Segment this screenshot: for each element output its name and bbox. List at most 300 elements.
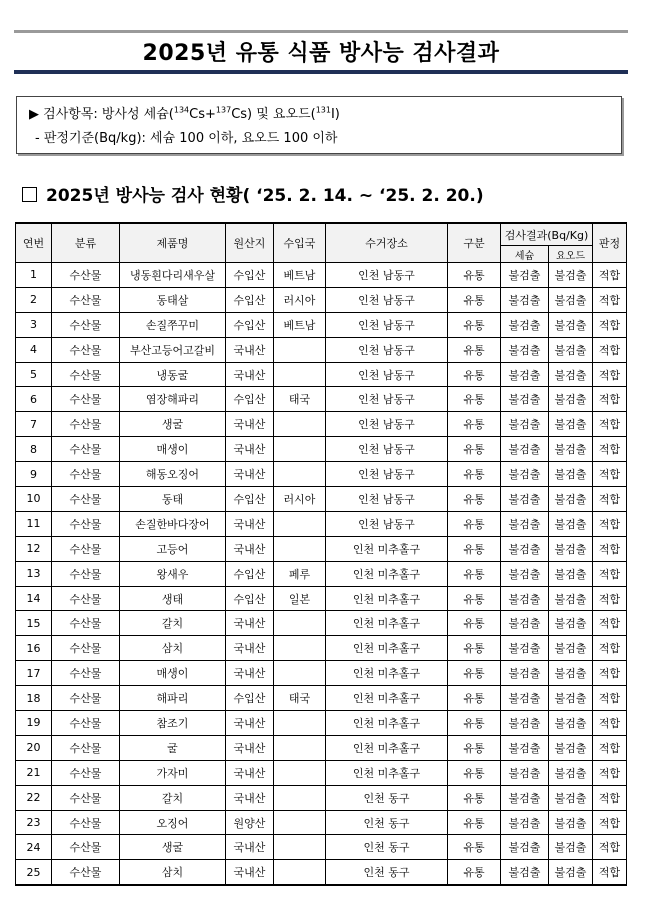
- table-row: [16, 511, 627, 536]
- cell-product: 매생이: [120, 437, 226, 462]
- cell-collection-place: 인천 미추홀구: [326, 611, 448, 636]
- cell-product: 염장해파리: [120, 387, 226, 412]
- cell-collection-place: 인천 미추홀구: [326, 686, 448, 711]
- table-row: [16, 711, 627, 736]
- cell-collection-place: 인천 동구: [326, 785, 448, 810]
- cell-judgment: 적합: [593, 636, 627, 661]
- cell-iodine: 불검출: [549, 686, 593, 711]
- header-collection-place: 수거장소: [326, 223, 448, 263]
- cell-import-country: [274, 636, 326, 661]
- cell-product: 해동오징어: [120, 462, 226, 487]
- cell-product: 왕새우: [120, 561, 226, 586]
- cell-judgment: 적합: [593, 263, 627, 288]
- cell-type: 유통: [448, 810, 501, 835]
- cell-product: 오징어: [120, 810, 226, 835]
- cell-product: 삼치: [120, 860, 226, 885]
- table-row: [16, 312, 627, 337]
- cs134-mass: 134: [173, 105, 190, 115]
- cell-judgment: 적합: [593, 362, 627, 387]
- table-row: [16, 536, 627, 561]
- cell-judgment: 적합: [593, 661, 627, 686]
- cell-import-country: [274, 511, 326, 536]
- cell-type: 유통: [448, 561, 501, 586]
- cell-category: 수산물: [52, 287, 120, 312]
- cell-no: 2: [16, 287, 52, 312]
- cell-cesium: 불검출: [501, 586, 549, 611]
- cell-iodine: 불검출: [549, 586, 593, 611]
- cell-iodine: 불검출: [549, 263, 593, 288]
- cell-import-country: [274, 810, 326, 835]
- cell-no: 12: [16, 536, 52, 561]
- cell-origin: 국내산: [226, 337, 274, 362]
- cell-iodine: 불검출: [549, 362, 593, 387]
- cell-product: 갈치: [120, 785, 226, 810]
- cell-no: 15: [16, 611, 52, 636]
- header-judgment: 판정: [593, 223, 627, 263]
- cell-category: 수산물: [52, 412, 120, 437]
- cell-cesium: 불검출: [501, 636, 549, 661]
- cell-iodine: 불검출: [549, 536, 593, 561]
- cell-product: 냉동흰다리새우살: [120, 263, 226, 288]
- cell-product: 손질쭈꾸미: [120, 312, 226, 337]
- cell-iodine: 불검출: [549, 387, 593, 412]
- cell-type: 유통: [448, 611, 501, 636]
- cell-collection-place: 인천 남동구: [326, 287, 448, 312]
- cell-cesium: 불검출: [501, 735, 549, 760]
- cell-origin: 국내산: [226, 735, 274, 760]
- cell-no: 21: [16, 760, 52, 785]
- cell-cesium: 불검출: [501, 511, 549, 536]
- cell-no: 7: [16, 412, 52, 437]
- cell-cesium: 불검출: [501, 287, 549, 312]
- cell-cesium: 불검출: [501, 387, 549, 412]
- cell-cesium: 불검출: [501, 462, 549, 487]
- cell-iodine: 불검출: [549, 462, 593, 487]
- header-type: 구분: [448, 223, 501, 263]
- cell-judgment: 적합: [593, 437, 627, 462]
- cell-collection-place: 인천 미추홀구: [326, 760, 448, 785]
- cell-import-country: 베트남: [274, 312, 326, 337]
- cell-import-country: [274, 362, 326, 387]
- cell-origin: 수입산: [226, 287, 274, 312]
- cell-product: 매생이: [120, 661, 226, 686]
- cell-origin: 국내산: [226, 661, 274, 686]
- cell-iodine: 불검출: [549, 511, 593, 536]
- cell-collection-place: 인천 미추홀구: [326, 536, 448, 561]
- cell-category: 수산물: [52, 263, 120, 288]
- cell-import-country: 러시아: [274, 287, 326, 312]
- cell-type: 유통: [448, 636, 501, 661]
- cell-cesium: 불검출: [501, 412, 549, 437]
- table-row: [16, 785, 627, 810]
- cell-no: 22: [16, 785, 52, 810]
- cell-judgment: 적합: [593, 536, 627, 561]
- cell-cesium: 불검출: [501, 661, 549, 686]
- header-import-country: 수입국: [274, 223, 326, 263]
- criteria-box: [16, 96, 622, 154]
- cell-cesium: 불검출: [501, 835, 549, 860]
- cell-iodine: 불검출: [549, 810, 593, 835]
- cell-collection-place: 인천 미추홀구: [326, 636, 448, 661]
- cell-origin: 국내산: [226, 835, 274, 860]
- cell-judgment: 적합: [593, 487, 627, 512]
- cell-no: 4: [16, 337, 52, 362]
- results-body: [16, 263, 627, 886]
- table-row: [16, 337, 627, 362]
- cell-cesium: 불검출: [501, 437, 549, 462]
- cell-no: 6: [16, 387, 52, 412]
- table-row: [16, 835, 627, 860]
- test-items-prefix: ▶ 검사항목: 방사성 세슘(: [29, 107, 174, 122]
- cell-category: 수산물: [52, 536, 120, 561]
- cell-import-country: [274, 835, 326, 860]
- cell-category: 수산물: [52, 511, 120, 536]
- cell-category: 수산물: [52, 487, 120, 512]
- cell-product: 동태살: [120, 287, 226, 312]
- title-bar: [14, 30, 628, 74]
- table-row: [16, 860, 627, 885]
- cell-cesium: 불검출: [501, 760, 549, 785]
- cell-collection-place: 인천 동구: [326, 860, 448, 885]
- header-origin: 원산지: [226, 223, 274, 263]
- cell-iodine: 불검출: [549, 661, 593, 686]
- cell-iodine: 불검출: [549, 636, 593, 661]
- cell-product: 생태: [120, 586, 226, 611]
- cell-collection-place: 인천 남동구: [326, 312, 448, 337]
- cell-import-country: [274, 536, 326, 561]
- i131-mass: 131: [315, 105, 331, 115]
- cell-iodine: 불검출: [549, 711, 593, 736]
- table-row: [16, 487, 627, 512]
- cell-origin: 국내산: [226, 711, 274, 736]
- cell-origin: 수입산: [226, 387, 274, 412]
- cell-judgment: 적합: [593, 760, 627, 785]
- cell-type: 유통: [448, 511, 501, 536]
- test-items-line: [29, 103, 340, 122]
- cell-import-country: [274, 437, 326, 462]
- cell-judgment: 적합: [593, 312, 627, 337]
- cell-category: 수산물: [52, 810, 120, 835]
- page-title: 2025년 유통 식품 방사능 검사결과: [142, 41, 500, 66]
- cell-no: 14: [16, 586, 52, 611]
- cell-no: 13: [16, 561, 52, 586]
- cell-import-country: [274, 735, 326, 760]
- cell-judgment: 적합: [593, 611, 627, 636]
- section-heading: [22, 181, 484, 206]
- cell-no: 24: [16, 835, 52, 860]
- cell-collection-place: 인천 남동구: [326, 263, 448, 288]
- cell-collection-place: 인천 미추홀구: [326, 661, 448, 686]
- cell-product: 고등어: [120, 536, 226, 561]
- cell-iodine: 불검출: [549, 337, 593, 362]
- cell-type: 유통: [448, 362, 501, 387]
- cell-product: 생굴: [120, 412, 226, 437]
- table-row: [16, 462, 627, 487]
- cell-origin: 원양산: [226, 810, 274, 835]
- cell-iodine: 불검출: [549, 412, 593, 437]
- cell-category: 수산물: [52, 686, 120, 711]
- cell-category: 수산물: [52, 711, 120, 736]
- i131-symbol: I): [330, 107, 340, 122]
- cell-type: 유통: [448, 711, 501, 736]
- cell-judgment: 적합: [593, 835, 627, 860]
- table-row: [16, 263, 627, 288]
- cell-no: 19: [16, 711, 52, 736]
- cell-type: 유통: [448, 785, 501, 810]
- cell-cesium: 불검출: [501, 337, 549, 362]
- cell-category: 수산물: [52, 337, 120, 362]
- cell-iodine: 불검출: [549, 785, 593, 810]
- cell-category: 수산물: [52, 835, 120, 860]
- cell-type: 유통: [448, 287, 501, 312]
- cell-judgment: 적합: [593, 711, 627, 736]
- cell-product: 동태: [120, 487, 226, 512]
- cell-judgment: 적합: [593, 287, 627, 312]
- title-top-rule: [14, 30, 628, 33]
- cell-import-country: [274, 760, 326, 785]
- cell-judgment: 적합: [593, 860, 627, 885]
- cell-collection-place: 인천 남동구: [326, 462, 448, 487]
- cell-origin: 국내산: [226, 511, 274, 536]
- table-row: [16, 611, 627, 636]
- cell-cesium: 불검출: [501, 487, 549, 512]
- cell-type: 유통: [448, 586, 501, 611]
- cell-no: 11: [16, 511, 52, 536]
- header-result: 검사결과(Bq/Kg): [501, 223, 593, 246]
- cell-cesium: 불검출: [501, 611, 549, 636]
- cell-category: 수산물: [52, 561, 120, 586]
- cell-no: 20: [16, 735, 52, 760]
- cell-judgment: 적합: [593, 810, 627, 835]
- cell-iodine: 불검출: [549, 735, 593, 760]
- cell-category: 수산물: [52, 636, 120, 661]
- header-cesium: 세슘: [501, 246, 549, 263]
- cell-cesium: 불검출: [501, 810, 549, 835]
- cell-category: 수산물: [52, 860, 120, 885]
- cell-no: 5: [16, 362, 52, 387]
- cell-iodine: 불검출: [549, 611, 593, 636]
- cs137-mass: 137: [215, 105, 232, 115]
- checkbox-square-icon: [22, 187, 37, 202]
- cell-import-country: [274, 337, 326, 362]
- table-row: [16, 810, 627, 835]
- cell-type: 유통: [448, 686, 501, 711]
- table-row: [16, 760, 627, 785]
- cell-collection-place: 인천 남동구: [326, 387, 448, 412]
- table-row: [16, 735, 627, 760]
- cell-category: 수산물: [52, 611, 120, 636]
- cell-collection-place: 인천 동구: [326, 835, 448, 860]
- cell-iodine: 불검출: [549, 760, 593, 785]
- cell-category: 수산물: [52, 760, 120, 785]
- cell-no: 10: [16, 487, 52, 512]
- cell-category: 수산물: [52, 586, 120, 611]
- cell-import-country: 태국: [274, 686, 326, 711]
- cell-collection-place: 인천 남동구: [326, 511, 448, 536]
- cell-product: 가자미: [120, 760, 226, 785]
- cell-origin: 국내산: [226, 760, 274, 785]
- table-row: [16, 661, 627, 686]
- cell-iodine: 불검출: [549, 835, 593, 860]
- header-no: 연번: [16, 223, 52, 263]
- cell-iodine: 불검출: [549, 487, 593, 512]
- cell-type: 유통: [448, 312, 501, 337]
- table-row: [16, 437, 627, 462]
- cell-product: 생굴: [120, 835, 226, 860]
- cell-category: 수산물: [52, 362, 120, 387]
- cell-type: 유통: [448, 536, 501, 561]
- cell-origin: 수입산: [226, 561, 274, 586]
- cell-no: 17: [16, 661, 52, 686]
- cell-judgment: 적합: [593, 337, 627, 362]
- cell-cesium: 불검출: [501, 536, 549, 561]
- cs134-symbol: Cs+: [189, 107, 216, 122]
- cell-no: 23: [16, 810, 52, 835]
- table-row: [16, 561, 627, 586]
- cell-origin: 국내산: [226, 611, 274, 636]
- cell-type: 유통: [448, 860, 501, 885]
- cell-judgment: 적합: [593, 686, 627, 711]
- cell-collection-place: 인천 남동구: [326, 437, 448, 462]
- cell-cesium: 불검출: [501, 711, 549, 736]
- table-row: [16, 387, 627, 412]
- criteria-line: - 판정기준(Bq/kg): 세슘 100 이하, 요오드 100 이하: [35, 131, 338, 146]
- cell-origin: 수입산: [226, 312, 274, 337]
- cell-import-country: 러시아: [274, 487, 326, 512]
- cell-import-country: [274, 860, 326, 885]
- cell-iodine: 불검출: [549, 860, 593, 885]
- cell-type: 유통: [448, 387, 501, 412]
- cell-origin: 국내산: [226, 536, 274, 561]
- cell-no: 8: [16, 437, 52, 462]
- cell-type: 유통: [448, 412, 501, 437]
- cell-type: 유통: [448, 437, 501, 462]
- cell-judgment: 적합: [593, 511, 627, 536]
- cell-category: 수산물: [52, 462, 120, 487]
- cell-import-country: [274, 711, 326, 736]
- cell-type: 유통: [448, 835, 501, 860]
- cell-type: 유통: [448, 263, 501, 288]
- cell-no: 9: [16, 462, 52, 487]
- header-product: 제품명: [120, 223, 226, 263]
- cell-product: 냉동굴: [120, 362, 226, 387]
- cell-type: 유통: [448, 735, 501, 760]
- cell-category: 수산물: [52, 785, 120, 810]
- cell-import-country: 태국: [274, 387, 326, 412]
- cell-origin: 수입산: [226, 586, 274, 611]
- cell-category: 수산물: [52, 661, 120, 686]
- cell-import-country: [274, 661, 326, 686]
- cell-import-country: [274, 462, 326, 487]
- cell-judgment: 적합: [593, 412, 627, 437]
- cell-origin: 국내산: [226, 462, 274, 487]
- cell-product: 부산고등어고갈비: [120, 337, 226, 362]
- cell-product: 갈치: [120, 611, 226, 636]
- cell-iodine: 불검출: [549, 561, 593, 586]
- cs137-symbol: Cs) 및 요오드(: [231, 107, 316, 122]
- results-table: [15, 222, 627, 886]
- cell-collection-place: 인천 미추홀구: [326, 586, 448, 611]
- cell-collection-place: 인천 남동구: [326, 487, 448, 512]
- cell-iodine: 불검출: [549, 437, 593, 462]
- cell-origin: 국내산: [226, 860, 274, 885]
- cell-origin: 국내산: [226, 785, 274, 810]
- cell-origin: 국내산: [226, 636, 274, 661]
- section-title-text: 2025년 방사능 검사 현황( ‘25. 2. 14. ~ ‘25. 2. 20.): [46, 186, 484, 206]
- cell-product: 참조기: [120, 711, 226, 736]
- cell-judgment: 적합: [593, 735, 627, 760]
- table-row: [16, 412, 627, 437]
- cell-cesium: 불검출: [501, 362, 549, 387]
- cell-no: 25: [16, 860, 52, 885]
- cell-import-country: 베트남: [274, 263, 326, 288]
- cell-collection-place: 인천 동구: [326, 810, 448, 835]
- cell-cesium: 불검출: [501, 312, 549, 337]
- cell-origin: 국내산: [226, 412, 274, 437]
- cell-cesium: 불검출: [501, 561, 549, 586]
- cell-cesium: 불검출: [501, 785, 549, 810]
- cell-collection-place: 인천 남동구: [326, 412, 448, 437]
- cell-origin: 수입산: [226, 487, 274, 512]
- cell-cesium: 불검출: [501, 860, 549, 885]
- cell-iodine: 불검출: [549, 287, 593, 312]
- cell-type: 유통: [448, 487, 501, 512]
- cell-category: 수산물: [52, 437, 120, 462]
- cell-import-country: [274, 611, 326, 636]
- table-row: [16, 686, 627, 711]
- cell-cesium: 불검출: [501, 686, 549, 711]
- title-bottom-rule: [14, 70, 628, 74]
- cell-judgment: 적합: [593, 785, 627, 810]
- cell-no: 16: [16, 636, 52, 661]
- cell-origin: 국내산: [226, 362, 274, 387]
- table-row: [16, 287, 627, 312]
- table-row: [16, 362, 627, 387]
- cell-import-country: [274, 785, 326, 810]
- cell-origin: 수입산: [226, 263, 274, 288]
- cell-import-country: 일본: [274, 586, 326, 611]
- cell-product: 손질한바다장어: [120, 511, 226, 536]
- cell-category: 수산물: [52, 735, 120, 760]
- header-iodine: 요오드: [549, 246, 593, 263]
- cell-no: 1: [16, 263, 52, 288]
- cell-type: 유통: [448, 337, 501, 362]
- cell-cesium: 불검출: [501, 263, 549, 288]
- cell-type: 유통: [448, 661, 501, 686]
- cell-no: 18: [16, 686, 52, 711]
- cell-import-country: [274, 412, 326, 437]
- cell-collection-place: 인천 미추홀구: [326, 561, 448, 586]
- cell-product: 해파리: [120, 686, 226, 711]
- cell-judgment: 적합: [593, 586, 627, 611]
- cell-import-country: 페루: [274, 561, 326, 586]
- table-row: [16, 586, 627, 611]
- cell-origin: 수입산: [226, 686, 274, 711]
- cell-judgment: 적합: [593, 561, 627, 586]
- cell-iodine: 불검출: [549, 312, 593, 337]
- cell-type: 유통: [448, 462, 501, 487]
- cell-product: 삼치: [120, 636, 226, 661]
- cell-collection-place: 인천 남동구: [326, 362, 448, 387]
- cell-judgment: 적합: [593, 387, 627, 412]
- cell-collection-place: 인천 미추홀구: [326, 711, 448, 736]
- header-category: 분류: [52, 223, 120, 263]
- cell-collection-place: 인천 남동구: [326, 337, 448, 362]
- cell-type: 유통: [448, 760, 501, 785]
- cell-no: 3: [16, 312, 52, 337]
- table-row: [16, 636, 627, 661]
- cell-judgment: 적합: [593, 462, 627, 487]
